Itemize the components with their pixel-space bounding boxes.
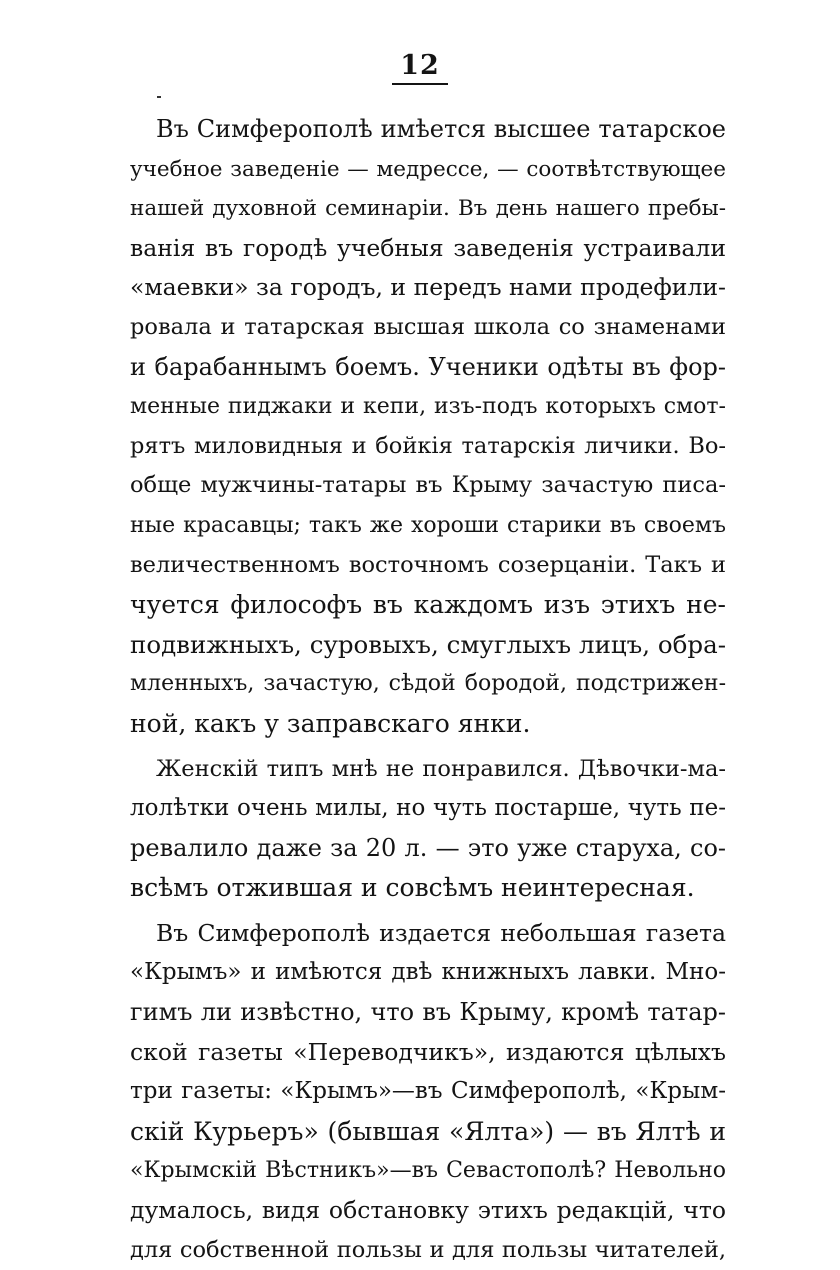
text-line: думалось, видя обстановку этихъ редакцій, что (130, 1196, 726, 1225)
text-line: ные красавцы; такъ же хороши старики въ своемъ (130, 512, 726, 538)
text-line: и барабаннымъ боемъ. Ученики одѣты въ фор- (130, 352, 726, 381)
text-line: «Крымскій Вѣстникъ»—въ Севастополѣ? Невольно (130, 1158, 726, 1184)
text-line: нашей духовной семинаріи. Въ день нашего пребы- (130, 196, 726, 222)
paragraph-2 (130, 750, 726, 908)
body-text (130, 110, 726, 1270)
text-line: три газеты: «Крымъ»—въ Симферополѣ, «Крым- (130, 1078, 726, 1105)
text-line: «Крымъ» и имѣются двѣ книжныхъ лавки. Мно- (130, 959, 726, 986)
text-line: менные пиджаки и кепи, изъ-подъ которыхъ смот- (130, 394, 726, 420)
paragraph-1 (130, 110, 726, 744)
text-line: учебное заведеніе — медрессе, — соотвѣтствующее (130, 156, 726, 182)
text-line: ревалило даже за 20 л. — это уже старуха, со- (130, 833, 726, 862)
text-line: гимъ ли извѣстно, что въ Крыму, кромѣ татар- (130, 998, 726, 1027)
paragraph-3 (130, 914, 726, 1270)
text-line: скій Курьеръ» (бывшая «Ялта») — въ Ялтѣ и (130, 1116, 726, 1146)
text-line: «маевки» за городъ, и передъ нами продефили- (130, 273, 726, 302)
text-line: ной, какъ у заправскаго янки. (130, 708, 531, 738)
text-line: для собственной пользы и для пользы читателей, (130, 1236, 726, 1263)
text-line: всѣмъ отжившая и совсѣмъ неинтересная. (130, 873, 695, 903)
text-line: мленныхъ, зачастую, сѣдой бородой, подстрижен- (130, 671, 726, 697)
text-line: лолѣтки очень милы, но чуть постарше, чуть пе- (130, 795, 726, 822)
text-line: ской газеты «Переводчикъ», издаются цѣлыхъ (130, 1037, 726, 1066)
text-line: величественномъ восточномъ созерцаніи. Такъ и (130, 551, 726, 578)
text-line: ровала и татарская высшая школа со знаменами (130, 313, 726, 340)
text-line: рятъ миловидныя и бойкія татарскія личики. Во- (130, 432, 726, 459)
text-line: ванія въ городѣ учебныя заведенія устраивали (130, 233, 726, 262)
page-number (0, 50, 840, 85)
text-line: Въ Симферополѣ имѣется высшее татарское (156, 115, 726, 143)
text-line: подвижныхъ, суровыхъ, смуглыхъ лицъ, обра- (130, 629, 726, 659)
text-line: Въ Симферополѣ издается небольшая газета (156, 918, 726, 947)
text-line: чуется философъ въ каждомъ изъ этихъ не- (130, 590, 726, 620)
ink-speck (157, 96, 161, 98)
page-number-value: 12 (392, 51, 448, 85)
text-line: обще мужчины-татары въ Крыму зачастую писа- (130, 472, 726, 499)
text-line: Женскій типъ мнѣ не понравился. Дѣвочки-ма- (156, 755, 726, 782)
